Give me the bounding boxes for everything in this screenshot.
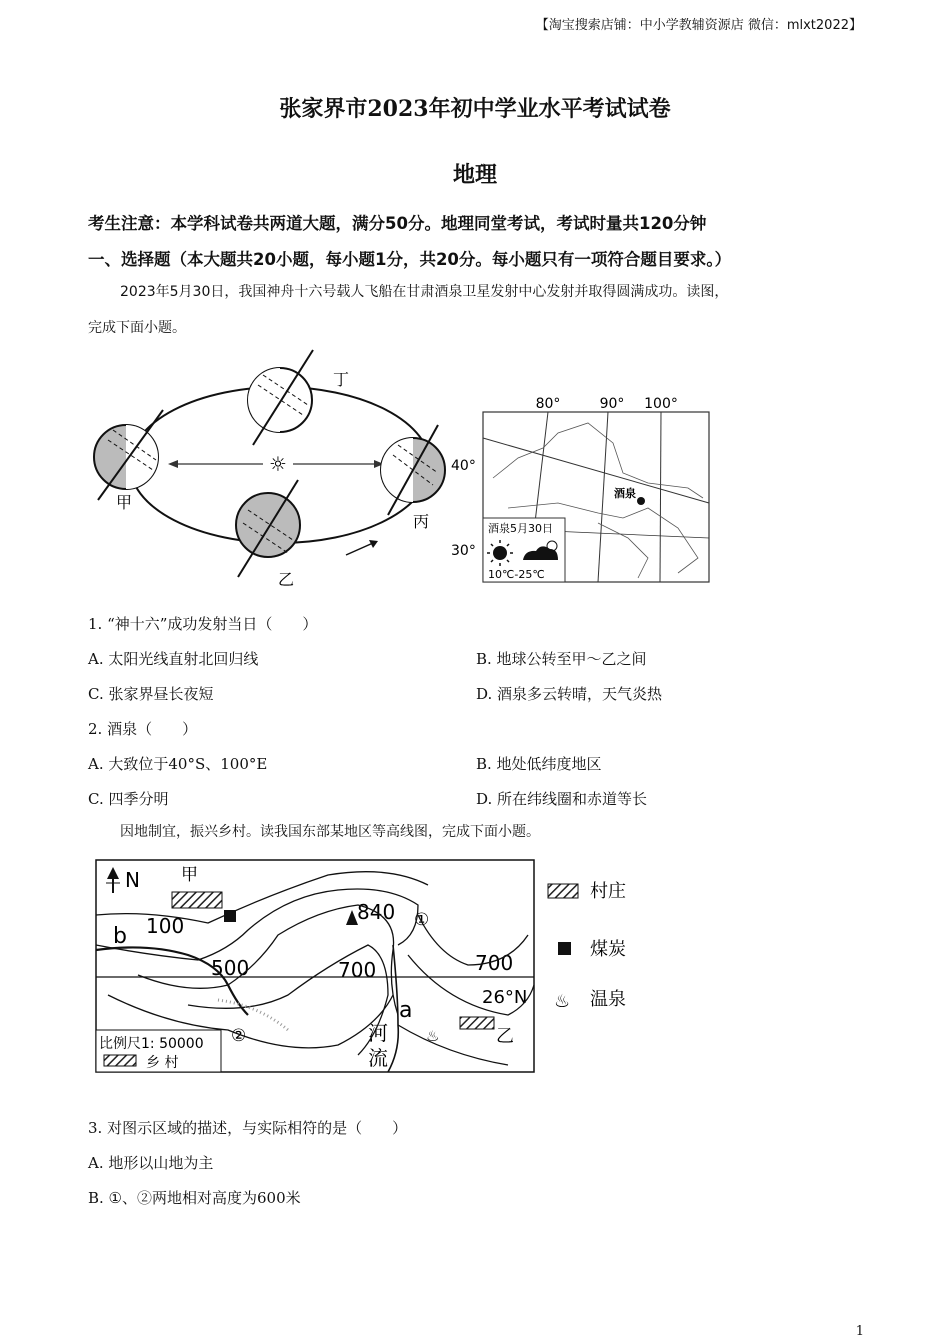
legend-coal-icon	[558, 942, 571, 955]
legend-village: 村庄	[590, 881, 626, 902]
point-2: ②	[231, 1026, 247, 1046]
lon-90: 90°	[599, 396, 625, 412]
north-label: N	[125, 868, 140, 892]
label-jia: 甲	[181, 865, 198, 885]
jiuquan-label: 酒泉	[614, 487, 636, 500]
earth-bing	[381, 425, 445, 515]
village-jia	[172, 892, 222, 908]
contour-map	[88, 855, 648, 1077]
page-title: 张家界市2023年初中学业水平考试试卷	[279, 96, 671, 122]
q2-stem: 2. 酒泉（ ）	[88, 720, 198, 738]
contour-100: 100	[146, 914, 185, 938]
weather-title: 酒泉5月30日	[488, 522, 553, 535]
legend-hotspring: 温泉	[590, 989, 626, 1010]
lon-80: 80°	[535, 396, 561, 412]
scale-label: 比例尺1: 50000	[99, 1036, 204, 1052]
q2-option-d: D. 所在纬线圈和赤道等长	[476, 790, 648, 808]
q3-option-b: B. ①、②两地相对高度为600米	[88, 1189, 301, 1207]
q3-option-a: A. 地形以山地为主	[88, 1154, 214, 1172]
q1-option-b: B. 地球公转至甲～乙之间	[476, 650, 647, 668]
lon-100: 100°	[644, 396, 678, 412]
point-1: ①	[414, 910, 430, 930]
earth-orbit-diagram	[88, 345, 468, 590]
label-yi: 乙	[496, 1026, 514, 1047]
header-note: 【淘宝搜索店铺：中小学教辅资源店 微信：mlxt2022】	[535, 18, 862, 33]
contour-700-left: 700	[338, 958, 377, 982]
contour-500: 500	[211, 956, 250, 980]
intro-1-line-2: 完成下面小题。	[88, 320, 186, 336]
subject-title: 地理	[452, 162, 497, 188]
earth-yi	[236, 480, 300, 577]
q3-stem: 3. 对图示区域的描述，与实际相符的是（ ）	[88, 1119, 408, 1137]
river-char-2: 流	[368, 1046, 388, 1070]
intro-1-line-1: 2023年5月30日，我国神舟十六号载人飞船在甘肃酒泉卫星发射中心发射并取得圆满成功。读图，	[120, 284, 729, 300]
exam-notice: 考生注意：本学科试卷共两道大题，满分50分。地理同堂考试，考试时量共120分钟	[88, 214, 707, 233]
village-yi	[460, 1017, 494, 1029]
q2-option-b: B. 地处低纬度地区	[476, 755, 602, 773]
peak-840: 840	[357, 900, 396, 924]
q1-option-c: C. 张家界昼长夜短	[88, 685, 214, 703]
q1-stem: 1. “神十六”成功发射当日（ ）	[88, 615, 318, 633]
earth-jia	[94, 410, 163, 500]
label-yi: 乙	[278, 570, 295, 589]
label-ding: 丁	[333, 370, 350, 389]
legend-coal: 煤炭	[590, 939, 626, 960]
page-number: 1	[855, 1324, 864, 1339]
weather-temp: 10℃-25℃	[488, 568, 545, 581]
river-char-1: 河	[368, 1021, 388, 1045]
q2-option-c: C. 四季分明	[88, 790, 169, 808]
label-jia: 甲	[116, 493, 133, 512]
q1-option-d: D. 酒泉多云转晴，天气炎热	[476, 685, 663, 703]
intro-paragraph-2: 因地制宜，振兴乡村。读我国东部某地区等高线图，完成下面小题。	[120, 824, 540, 840]
legend-village-icon	[548, 884, 578, 898]
q1-option-a: A. 太阳光线直射北回归线	[88, 650, 259, 668]
contour-700-right: 700	[475, 951, 514, 975]
latitude-26n: 26°N	[482, 987, 528, 1008]
label-bing: 丙	[413, 512, 430, 531]
hotspring-mark-icon: ♨	[426, 1027, 440, 1045]
intro-paragraph-1	[88, 274, 858, 346]
earth-ding	[248, 350, 313, 445]
lat-30: 30°	[451, 543, 476, 559]
jiuquan-map	[448, 388, 713, 588]
q2-option-a: A. 大致位于40°S、100°E	[88, 755, 268, 773]
lat-40: 40°	[451, 458, 476, 474]
sun-icon: ☼	[269, 452, 287, 476]
label-a: a	[399, 998, 413, 1023]
section-heading: 一、选择题（本大题共20小题，每小题1分，共20分。每小题只有一项符合题目要求。）	[88, 250, 732, 269]
legend-village-small: 乡 村	[146, 1055, 179, 1071]
label-b: b	[113, 924, 127, 949]
legend-hotspring-icon: ♨	[554, 991, 571, 1012]
jiuquan-dot	[637, 497, 645, 505]
